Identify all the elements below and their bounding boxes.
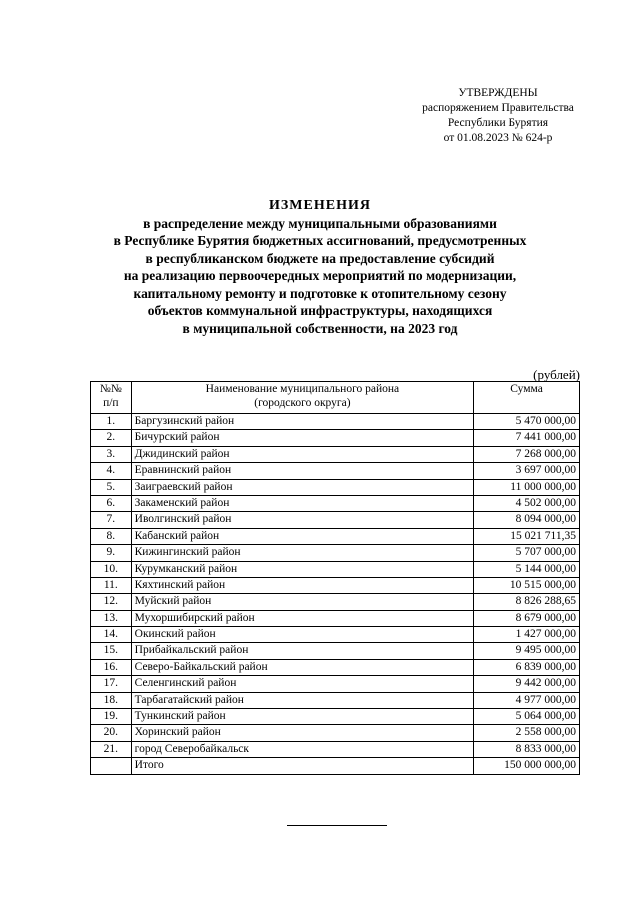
row-name: Иволгинский район <box>131 512 474 528</box>
table-row <box>91 725 580 741</box>
title-line: капитальному ремонту и подготовке к отопительному сезону <box>133 285 507 301</box>
row-name: Еравнинский район <box>131 463 474 479</box>
units-label: (рублей) <box>533 367 580 382</box>
table-row <box>91 627 580 643</box>
table-body <box>91 414 580 775</box>
row-number: 7. <box>91 512 132 528</box>
table-row <box>91 430 580 446</box>
row-sum: 4 502 000,00 <box>474 495 580 511</box>
table-row <box>91 692 580 708</box>
row-number: 8. <box>91 528 132 544</box>
approval-line: распоряжением Правительства <box>422 102 574 114</box>
row-number: 13. <box>91 610 132 626</box>
title-line: объектов коммунальной инфраструктуры, находящихся <box>147 303 493 318</box>
row-sum: 6 839 000,00 <box>474 659 580 675</box>
title-line: на реализацию первоочередных мероприятий по модернизации, <box>123 268 517 283</box>
row-name: город Северобайкальск <box>131 741 474 757</box>
table-total-row <box>91 758 580 774</box>
row-sum: 4 977 000,00 <box>474 692 580 708</box>
table-row <box>91 741 580 757</box>
header-number-line: п/п <box>103 397 119 409</box>
title-line: в распределение между муниципальными образованиями <box>143 215 497 231</box>
row-sum: 9 495 000,00 <box>474 643 580 659</box>
row-number: 19. <box>91 709 132 725</box>
table-row <box>91 512 580 528</box>
table-row <box>91 561 580 577</box>
header-number <box>91 382 132 414</box>
header-name-line: (городского округа) <box>254 397 351 409</box>
row-number: 1. <box>91 414 132 430</box>
row-name: Кабанский район <box>131 528 474 544</box>
table-row <box>91 495 580 511</box>
row-name: Мухоршибирский район <box>131 610 474 626</box>
row-number: 14. <box>91 627 132 643</box>
row-sum: 5 064 000,00 <box>474 709 580 725</box>
row-name: Хоринский район <box>131 725 474 741</box>
distribution-table <box>90 381 580 775</box>
row-number: 9. <box>91 545 132 561</box>
row-number: 11. <box>91 577 132 593</box>
row-number: 2. <box>91 430 132 446</box>
row-number: 21. <box>91 741 132 757</box>
approval-line: Республики Бурятия <box>447 117 549 129</box>
approval-line: от 01.08.2023 № 624-р <box>443 132 553 144</box>
row-number: 4. <box>91 463 132 479</box>
row-name: Заиграевский район <box>131 479 474 495</box>
row-number: 16. <box>91 659 132 675</box>
row-number: 6. <box>91 495 132 511</box>
row-name: Курумканский район <box>131 561 474 577</box>
row-sum: 8 826 288,65 <box>474 594 580 610</box>
header-sum: Сумма <box>474 382 580 414</box>
table-row <box>91 577 580 593</box>
row-name: Бичурский район <box>131 430 474 446</box>
row-name: Кяхтинский район <box>131 577 474 593</box>
row-sum: 8 094 000,00 <box>474 512 580 528</box>
table-row <box>91 528 580 544</box>
row-sum: 2 558 000,00 <box>474 725 580 741</box>
row-sum: 3 697 000,00 <box>474 463 580 479</box>
row-sum: 8 679 000,00 <box>474 610 580 626</box>
header-name-line: Наименование муниципального района <box>205 383 400 395</box>
row-sum: 11 000 000,00 <box>474 479 580 495</box>
row-sum: 5 144 000,00 <box>474 561 580 577</box>
total-sum: 150 000 000,00 <box>474 758 580 774</box>
document-title <box>60 197 580 337</box>
row-name: Джидинский район <box>131 446 474 462</box>
row-number: 18. <box>91 692 132 708</box>
row-name: Муйский район <box>131 594 474 610</box>
table-row <box>91 676 580 692</box>
row-sum: 10 515 000,00 <box>474 577 580 593</box>
row-number: 3. <box>91 446 132 462</box>
row-number: 20. <box>91 725 132 741</box>
table-header-row <box>91 382 580 414</box>
row-name: Селенгинский район <box>131 676 474 692</box>
row-number: 5. <box>91 479 132 495</box>
row-number: 17. <box>91 676 132 692</box>
approval-line: УТВЕРЖДЕНЫ <box>458 87 538 99</box>
header-number-line: №№ <box>99 383 122 395</box>
row-number: 10. <box>91 561 132 577</box>
row-name: Тункинский район <box>131 709 474 725</box>
row-number: 15. <box>91 643 132 659</box>
row-name: Тарбагатайский район <box>131 692 474 708</box>
footer-divider <box>287 825 387 826</box>
table-row <box>91 414 580 430</box>
title-line: в Республике Бурятия бюджетных ассигнований, предусмотренных <box>113 233 527 248</box>
title-heading: ИЗМЕНЕНИЯ <box>269 198 371 213</box>
approval-block <box>398 86 598 146</box>
row-sum: 5 470 000,00 <box>474 414 580 430</box>
table-row <box>91 446 580 462</box>
row-sum: 8 833 000,00 <box>474 741 580 757</box>
row-name: Закаменский район <box>131 495 474 511</box>
row-number: 12. <box>91 594 132 610</box>
row-sum: 7 441 000,00 <box>474 430 580 446</box>
title-line: в республиканском бюджете на предоставление субсидий <box>145 250 495 266</box>
row-name: Прибайкальский район <box>131 643 474 659</box>
row-name: Северо-Байкальский район <box>131 659 474 675</box>
table-row <box>91 659 580 675</box>
row-name: Баргузинский район <box>131 414 474 430</box>
row-name: Кижингинский район <box>131 545 474 561</box>
table-row <box>91 643 580 659</box>
row-sum: 7 268 000,00 <box>474 446 580 462</box>
table-row <box>91 463 580 479</box>
table-row <box>91 610 580 626</box>
table-row <box>91 594 580 610</box>
total-label: Итого <box>131 758 474 774</box>
table-row <box>91 545 580 561</box>
row-name: Окинский район <box>131 627 474 643</box>
title-line: в муниципальной собственности, на 2023 год <box>182 320 458 336</box>
row-sum: 1 427 000,00 <box>474 627 580 643</box>
header-name <box>131 382 474 414</box>
row-sum: 5 707 000,00 <box>474 545 580 561</box>
row-sum: 15 021 711,35 <box>474 528 580 544</box>
table-row <box>91 479 580 495</box>
table-row <box>91 709 580 725</box>
row-sum: 9 442 000,00 <box>474 676 580 692</box>
total-number <box>91 758 132 774</box>
